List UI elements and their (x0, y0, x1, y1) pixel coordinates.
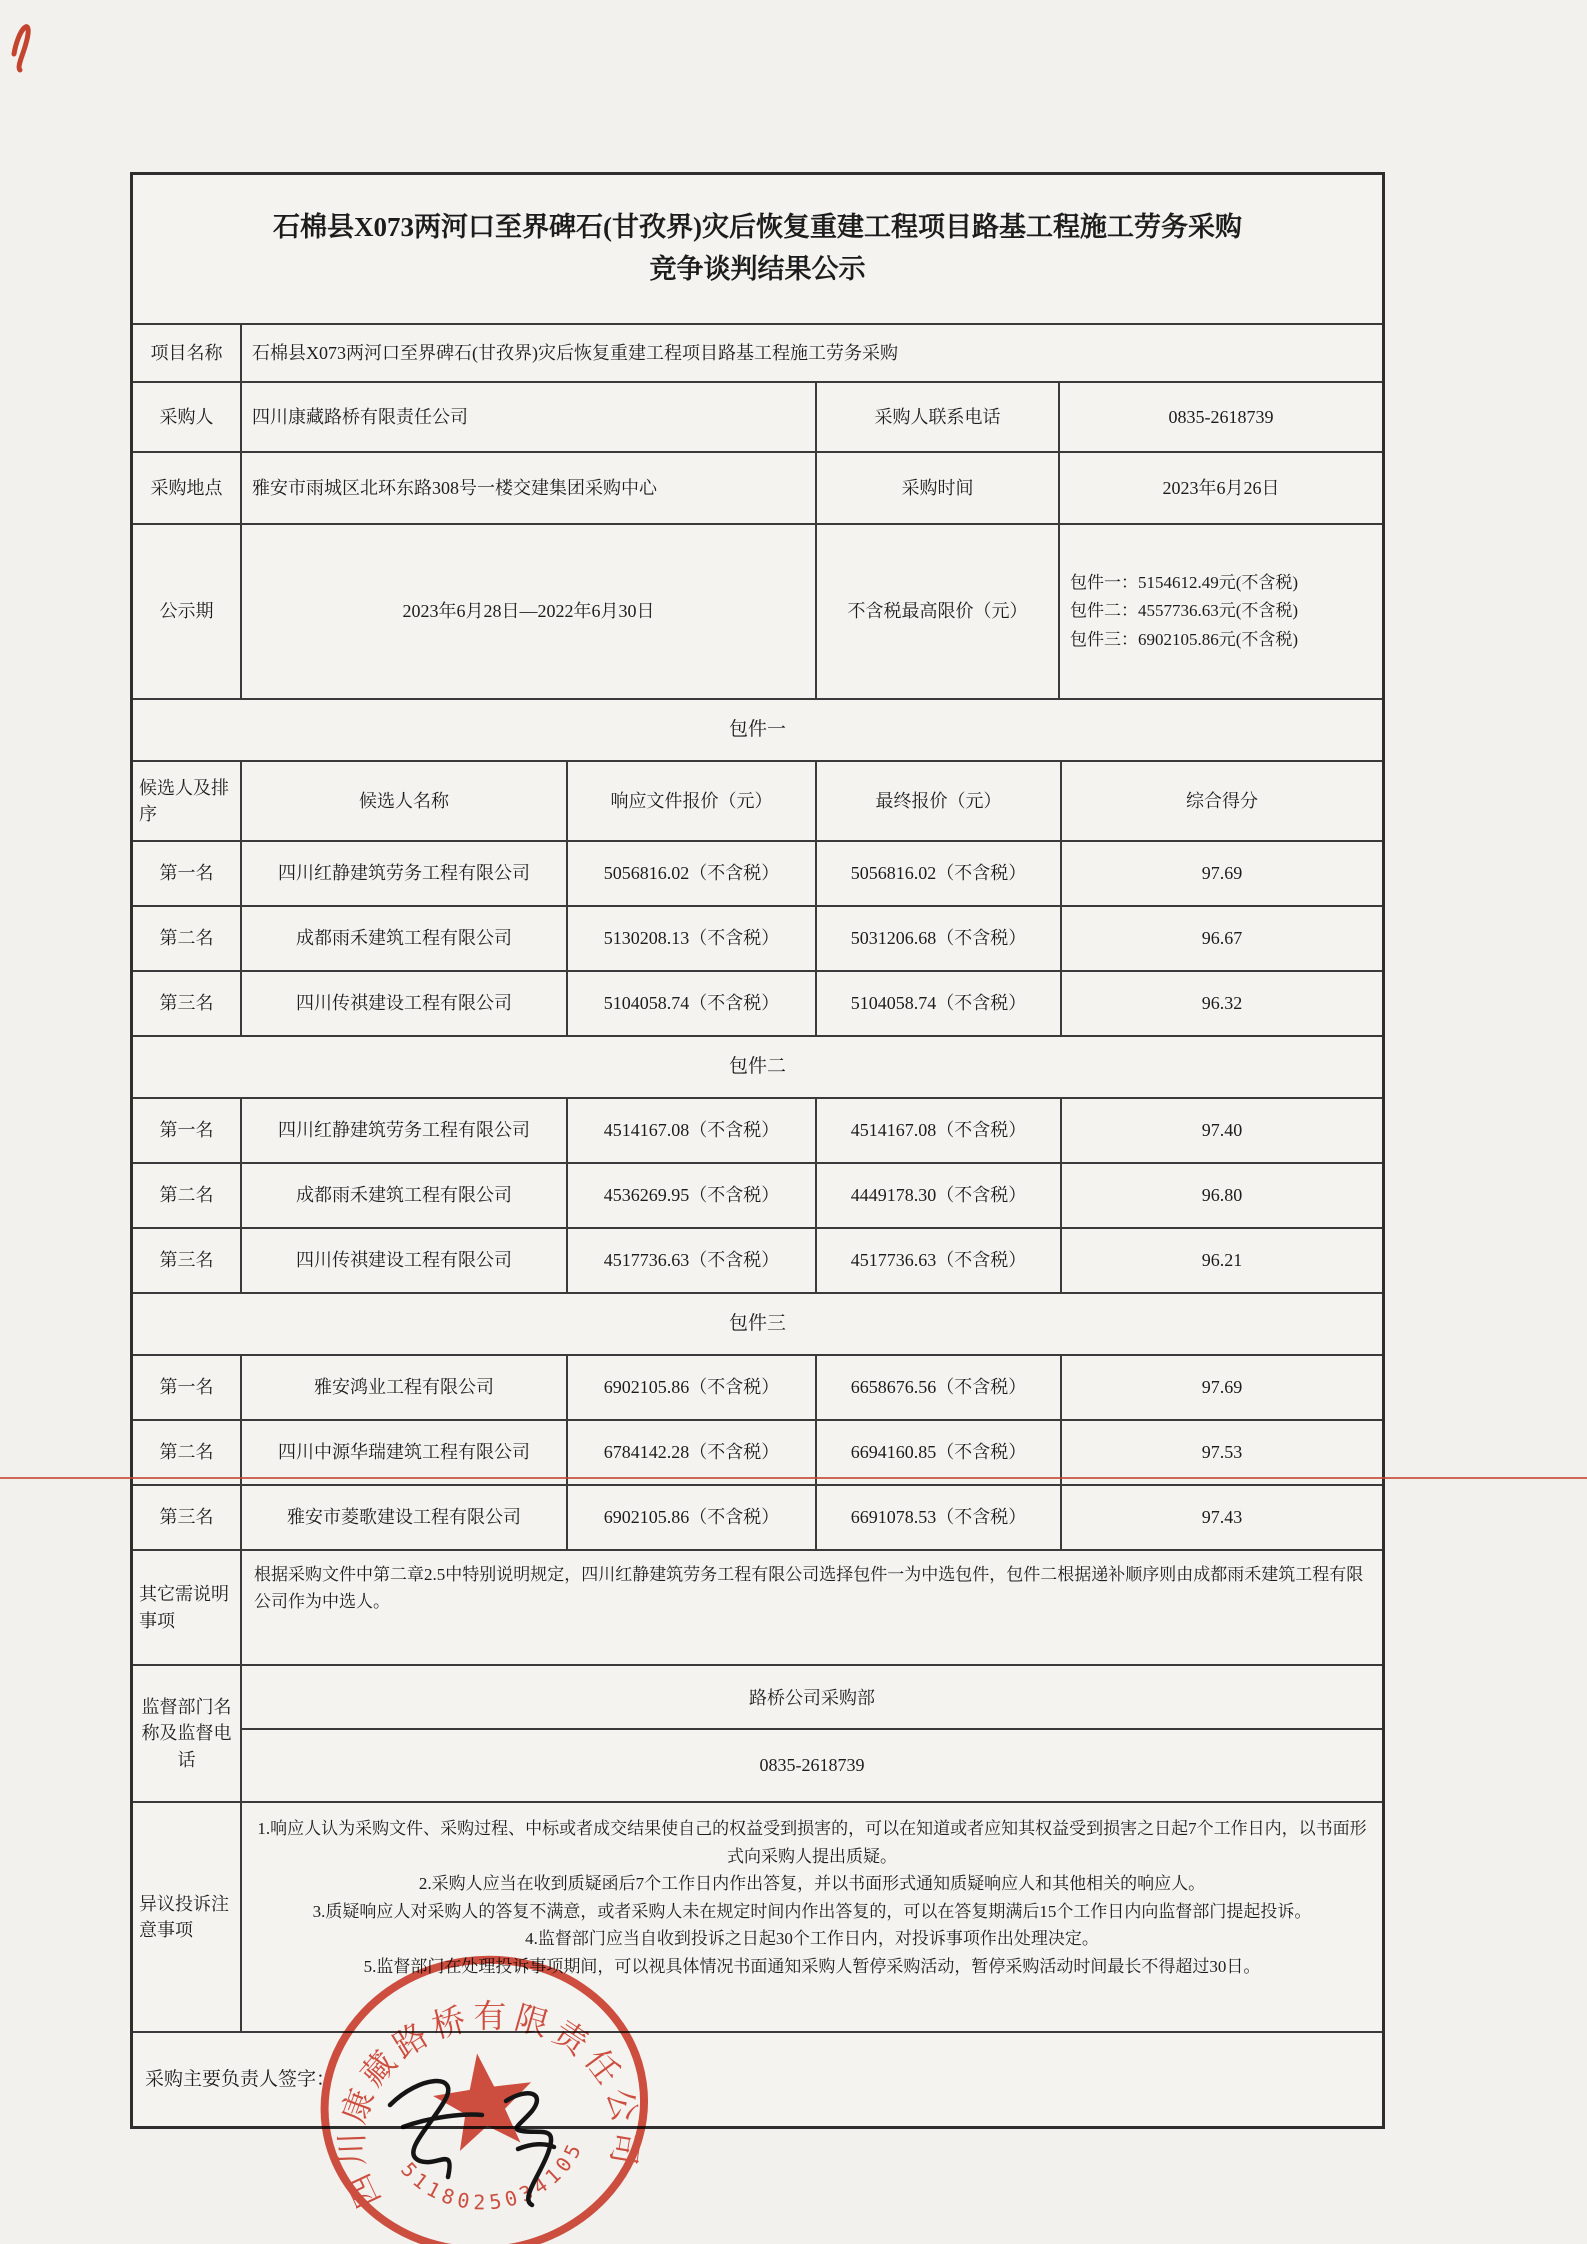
package2-title: 包件二 (728, 1056, 786, 1078)
rank-cell: 第三名 (159, 993, 214, 1014)
project-name-value: 石棉县X073两河口至界碑石(甘孜界)灾后恢复重建工程项目路基工程施工劳务采购 (240, 325, 1382, 381)
header-name: 候选人名称 (240, 762, 566, 840)
final-cell: 5056816.02（不含税） (815, 842, 1060, 905)
supervision-values (240, 1666, 1382, 1801)
final-cell: 6691078.53（不含税） (815, 1486, 1060, 1549)
name-cell: 四川红静建筑劳务工程有限公司 (240, 842, 566, 905)
supervision-row (133, 1664, 1382, 1801)
supervision-label: 监督部门名称及监督电话 (141, 1697, 232, 1770)
final-cell: 4449178.30（不含税） (815, 1164, 1060, 1227)
title-line-2: 竞争谈判结果公示 (649, 254, 866, 284)
project-name-row (133, 323, 1382, 381)
bid-cell: 5130208.13（不含税） (566, 907, 815, 970)
score-cell: 97.69 (1060, 842, 1382, 905)
other-notes-label: 其它需说明事项 (139, 1584, 229, 1631)
publicity-label: 公示期 (159, 601, 214, 622)
final-cell: 5031206.68（不含税） (815, 907, 1060, 970)
max-price-values (1058, 525, 1382, 698)
red-scan-line (0, 1477, 1587, 1479)
location-value: 雅安市雨城区北环东路308号一楼交建集团采购中心 (240, 453, 815, 523)
score-cell: 96.32 (1060, 972, 1382, 1035)
score-cell: 97.43 (1060, 1486, 1382, 1549)
rank-cell: 第三名 (159, 1507, 214, 1528)
max-price-label: 不含税最高限价（元） (815, 525, 1058, 698)
name-cell: 雅安市菱歌建设工程有限公司 (240, 1486, 566, 1549)
purchaser-phone-value: 0835-2618739 (1058, 383, 1382, 451)
table-row (133, 1354, 1382, 1419)
final-cell: 6658676.56（不含税） (815, 1356, 1060, 1419)
title-line-1: 石棉县X073两河口至界碑石(甘孜界)灾后恢复重建工程项目路基工程施工劳务采购 (273, 212, 1242, 243)
package3-title: 包件三 (728, 1313, 786, 1335)
score-cell: 96.67 (1060, 907, 1382, 970)
name-cell: 雅安鸿业工程有限公司 (240, 1356, 566, 1419)
bid-cell: 6784142.28（不含税） (566, 1421, 815, 1484)
bid-cell: 6902105.86（不含税） (566, 1356, 815, 1419)
score-cell: 97.69 (1060, 1356, 1382, 1419)
name-cell: 四川红静建筑劳务工程有限公司 (240, 1099, 566, 1162)
supervision-department: 路桥公司采购部 (749, 1688, 875, 1708)
table-row (133, 840, 1382, 905)
seal-company-name: 四川康藏路桥有限责任公司 (334, 1999, 645, 2213)
table-row (133, 1419, 1382, 1484)
bid-cell: 4517736.63（不含税） (566, 1229, 815, 1292)
location-label: 采购地点 (150, 477, 223, 498)
score-cell: 97.53 (1060, 1421, 1382, 1484)
max-price-pkg2: 包件二：4557736.63元(不含税) (1070, 601, 1299, 621)
name-cell: 成都雨禾建筑工程有限公司 (240, 1164, 566, 1227)
project-name-label: 项目名称 (150, 342, 223, 363)
name-cell: 四川中源华瑞建筑工程有限公司 (240, 1421, 566, 1484)
svg-text:5118025034105 (394, 2133, 595, 2226)
rank-cell: 第二名 (159, 928, 214, 949)
bid-cell: 5056816.02（不含税） (566, 842, 815, 905)
rank-cell: 第一名 (159, 1120, 214, 1141)
final-cell: 4514167.08（不含税） (815, 1099, 1060, 1162)
objection-item-3: 3.质疑响应人对采购人的答复不满意，或者采购人未在规定时间内作出答复的，可以在答复期满后15个工作日内向监督部门提起投诉。 (312, 1901, 1312, 1921)
publicity-period: 2023年6月28日—2022年6月30日 (240, 525, 815, 698)
bid-cell: 5104058.74（不含税） (566, 972, 815, 1035)
final-cell: 4517736.63（不含税） (815, 1229, 1060, 1292)
table-row (133, 1484, 1382, 1549)
candidates-header-row (133, 760, 1382, 840)
location-row (133, 451, 1382, 523)
max-price-pkg3: 包件三：6902105.86元(不含税) (1070, 629, 1299, 649)
score-cell: 96.80 (1060, 1164, 1382, 1227)
max-price-pkg1: 包件一：5154612.49元(不含税) (1070, 573, 1299, 593)
purchaser-phone-label: 采购人联系电话 (815, 383, 1058, 451)
score-cell: 96.21 (1060, 1229, 1382, 1292)
header-final: 最终报价（元） (815, 762, 1060, 840)
header-bid: 响应文件报价（元） (566, 762, 815, 840)
objection-item-4: 4.监督部门应当自收到投诉之日起30个工作日内，对投诉事项作出处理决定。 (525, 1929, 1099, 1949)
objection-label: 异议投诉注意事项 (139, 1893, 229, 1940)
pen-mark-icon (4, 8, 64, 88)
rank-cell: 第二名 (159, 1185, 214, 1206)
rank-cell: 第一名 (159, 863, 214, 884)
company-seal (270, 1915, 700, 2244)
package1-band (133, 698, 1382, 760)
time-value: 2023年6月26日 (1058, 453, 1382, 523)
package1-title: 包件一 (728, 719, 786, 741)
purchaser-label: 采购人 (159, 406, 214, 427)
name-cell: 成都雨禾建筑工程有限公司 (240, 907, 566, 970)
time-label: 采购时间 (815, 453, 1058, 523)
page-title (133, 175, 1382, 323)
rank-cell: 第一名 (159, 1377, 214, 1398)
objection-item-2: 2.采购人应当在收到质疑函后7个工作日内作出答复，并以书面形式通知质疑响应人和其他相关的响应人。 (418, 1874, 1206, 1894)
signature-label: 采购主要负责人签字： (145, 2068, 336, 2090)
publicity-row (133, 523, 1382, 698)
other-notes-row (133, 1549, 1382, 1664)
package2-band (133, 1035, 1382, 1097)
bid-cell: 6902105.86（不含税） (566, 1486, 815, 1549)
final-cell: 5104058.74（不含税） (815, 972, 1060, 1035)
rank-cell: 第三名 (159, 1250, 214, 1271)
announcement-table (130, 172, 1385, 2129)
bid-cell: 4536269.95（不含税） (566, 1164, 815, 1227)
objection-item-5: 5.监督部门在处理投诉事项期间，可以视具体情况书面通知采购人暂停采购活动，暂停采购活动时间最长不得超过30日。 (363, 1956, 1261, 1976)
header-rank: 候选人及排序 (139, 777, 229, 824)
table-row (133, 1097, 1382, 1162)
name-cell: 四川传祺建设工程有限公司 (240, 1229, 566, 1292)
purchaser-value: 四川康藏路桥有限责任公司 (240, 383, 815, 451)
final-cell: 6694160.85（不含税） (815, 1421, 1060, 1484)
other-notes-text: 根据采购文件中第二章2.5中特别说明规定，四川红静建筑劳务工程有限公司选择包件一为中选包件，包件二根据递补顺序则由成都雨禾建筑工程有限公司作为中选人。 (240, 1551, 1382, 1664)
objection-item-1: 1.响应人认为采购文件、采购过程、中标或者成交结果使自己的权益受到损害的，可以在知道或者应知其权益受到损害之日起7个工作日内，以书面形式向采购人提出质疑。 (257, 1819, 1367, 1866)
table-row (133, 1227, 1382, 1292)
purchaser-row (133, 381, 1382, 451)
supervision-phone: 0835-2618739 (242, 1728, 1382, 1801)
rank-cell: 第二名 (159, 1442, 214, 1463)
table-row (133, 1162, 1382, 1227)
table-row (133, 970, 1382, 1035)
bid-cell: 4514167.08（不含税） (566, 1099, 815, 1162)
package3-band (133, 1292, 1382, 1354)
header-score: 综合得分 (1060, 762, 1382, 840)
score-cell: 97.40 (1060, 1099, 1382, 1162)
seal-number: 5118025034105 (396, 2136, 588, 2215)
name-cell: 四川传祺建设工程有限公司 (240, 972, 566, 1035)
table-row (133, 905, 1382, 970)
